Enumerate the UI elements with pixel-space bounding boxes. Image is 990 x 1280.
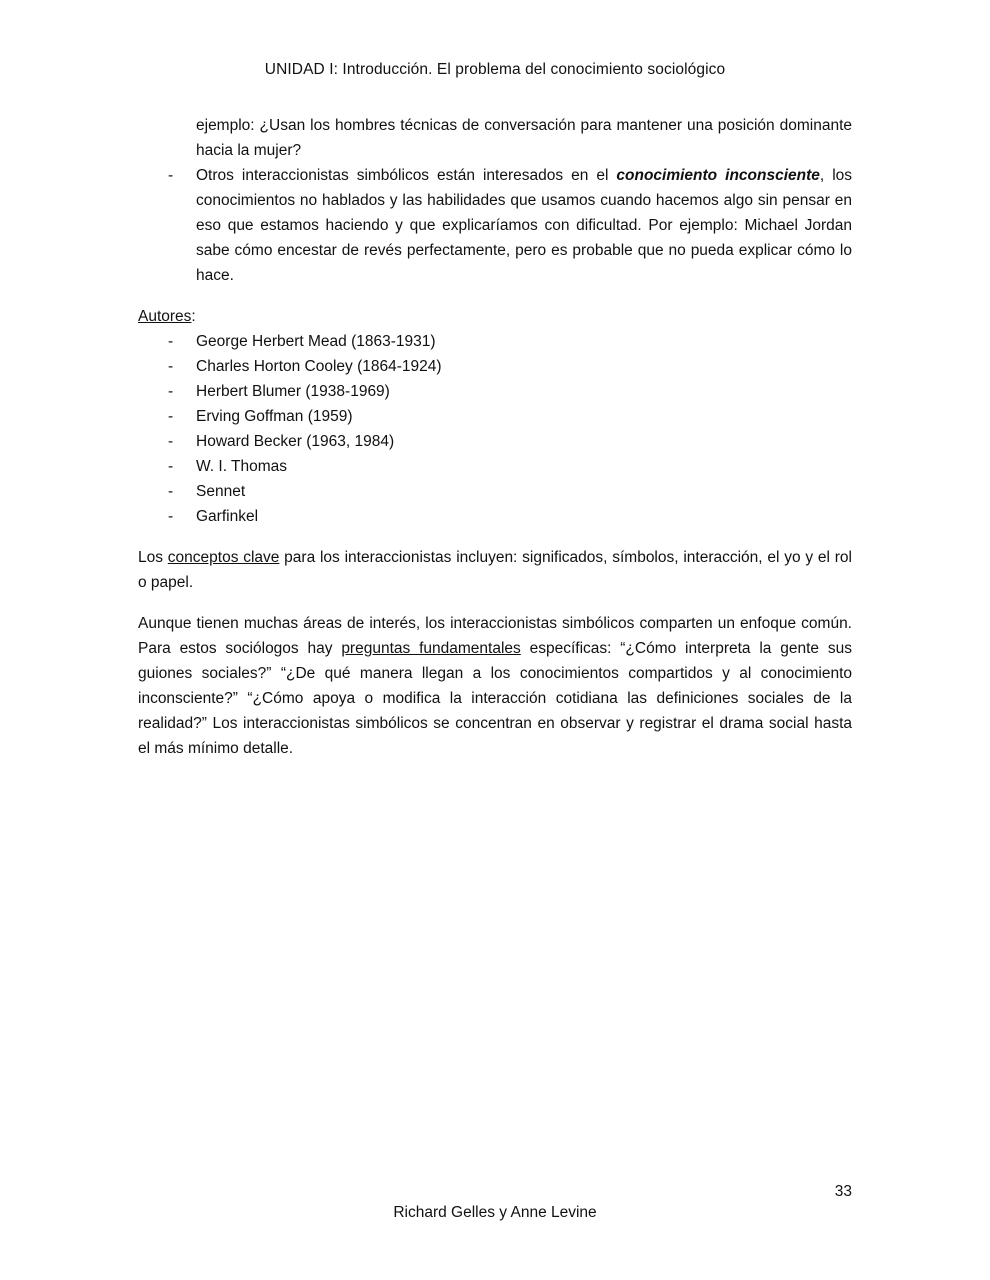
- paragraph-preguntas-fundamentales: [138, 611, 852, 761]
- bullet-dash: -: [168, 483, 174, 500]
- bullet-continuation: ejemplo: ¿Usan los hombres técnicas de conversación para mantener una posición dominante hacia la mujer?: [196, 117, 852, 159]
- list-item: [138, 404, 852, 429]
- paragraph-text: para los interaccionistas incluyen: significados, símbolos, interacción, el yo y el rol o papel.: [138, 549, 852, 591]
- bullet-dash: -: [168, 333, 174, 350]
- list-item: [138, 329, 852, 354]
- page-header: UNIDAD I: Introducción. El problema del conocimiento sociológico: [264, 61, 726, 78]
- paragraph-text: específicas: “¿Cómo interpreta la gente sus guiones sociales?” “¿De qué manera llegan a los conocimientos compartidos y al conocimiento inconsciente?” “¿Cómo apoya o modifica la interacción cotidiana las definiciones sociales de la realidad?” Los interaccionistas simbólicos se concentran en observar y registrar el drama social hasta el más mínimo detalle.: [138, 640, 852, 757]
- list-item: [138, 454, 852, 479]
- paragraph-conceptos-clave: [138, 545, 852, 595]
- author-name: Erving Goffman (1959): [196, 408, 353, 425]
- author-name: Howard Becker (1963, 1984): [196, 433, 395, 450]
- bullet-dash: -: [168, 408, 174, 425]
- bullet-dash: -: [168, 358, 174, 375]
- underlined-preguntas-fundamentales: preguntas fundamentales: [341, 640, 521, 657]
- list-item: [138, 379, 852, 404]
- list-item: [138, 479, 852, 504]
- page-number: 33: [834, 1183, 852, 1200]
- list-item: [138, 504, 852, 529]
- author-name: George Herbert Mead (1863-1931): [196, 333, 436, 350]
- bullet-dash: -: [168, 508, 174, 525]
- list-item: [138, 354, 852, 379]
- autores-heading: [138, 304, 852, 329]
- paragraph-text: Los: [138, 549, 168, 566]
- bullet-dash: -: [168, 433, 174, 450]
- page-footer: Richard Gelles y Anne Levine: [393, 1204, 597, 1221]
- author-name: Sennet: [196, 483, 246, 500]
- autores-colon: :: [191, 308, 196, 325]
- bullet-item-conocimiento-inconsciente: [138, 163, 852, 288]
- autores-label: Autores: [138, 308, 192, 325]
- bullet-dash: -: [168, 458, 174, 475]
- bullet-text-after: , los conocimientos no hablados y las habilidades que usamos cuando hacemos algo sin pensar en eso que estamos haciendo y que explicaríamos con dificultad. Por ejemplo: Michael Jordan sabe cómo encestar de revés perfectamente, pero es probable que no pueda explicar cómo lo hace.: [196, 167, 853, 284]
- list-item: [138, 429, 852, 454]
- emphasis-conocimiento-inconsciente: conocimiento inconsciente: [616, 167, 820, 184]
- underlined-conceptos-clave: conceptos clave: [167, 549, 280, 566]
- paragraph-text: Aunque tienen muchas áreas de interés, los interaccionistas simbólicos comparten un enfoque común. Para estos sociólogos hay: [138, 615, 852, 657]
- page-body: [138, 113, 852, 761]
- author-name: W. I. Thomas: [196, 458, 288, 475]
- bullet-dash: -: [168, 383, 174, 400]
- author-name: Charles Horton Cooley (1864-1924): [196, 358, 442, 375]
- bullet-text-before: Otros interaccionistas simbólicos están interesados en el: [196, 167, 617, 184]
- author-name: Herbert Blumer (1938-1969): [196, 383, 390, 400]
- author-name: Garfinkel: [196, 508, 259, 525]
- bullet-dash: -: [168, 167, 174, 184]
- authors-list: [138, 329, 852, 529]
